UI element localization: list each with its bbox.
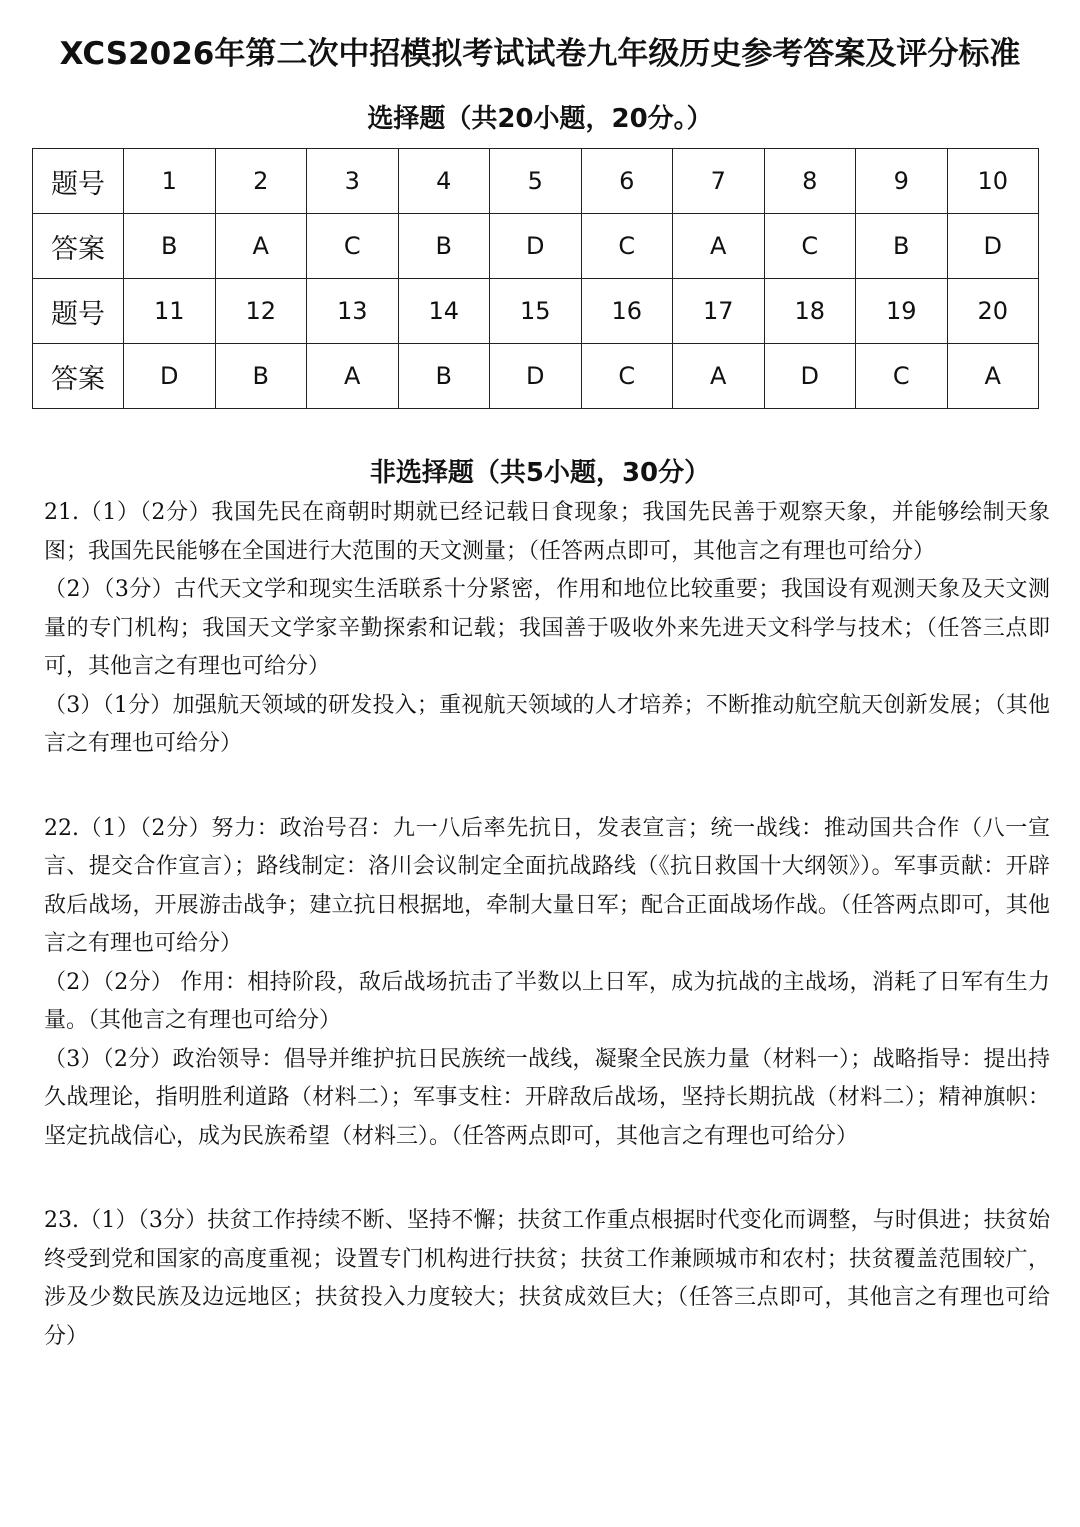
table-cell: D — [124, 344, 216, 409]
table-cell: 13 — [307, 279, 399, 344]
table-cell: A — [947, 344, 1039, 409]
table-cell: 16 — [581, 279, 673, 344]
q21-part2: （2）（3分）古代天文学和现实生活联系十分紧密，作用和地位比较重要；我国设有观测天象及天文测量的专门机构；我国天文学家辛勤探索和记载；我国善于吸收外来先进天文科学与技术；（任答三点即可，其他言之有理也可给分） — [44, 577, 1050, 679]
table-row — [33, 214, 1039, 279]
spacer — [44, 764, 1050, 810]
table-cell: 5 — [490, 149, 582, 214]
table-cell: 10 — [947, 149, 1039, 214]
table-cell: C — [581, 214, 673, 279]
q23-part1: 23.（1）（3分）扶贫工作持续不断、坚持不懈；扶贫工作重点根据时代变化而调整，与时俱进；扶贫始终受到党和国家的高度重视；设置专门机构进行扶贫；扶贫工作兼顾城市和农村；扶贫覆盖范围较广，涉及少数民族及边远地区；扶贫投入力度较大；扶贫成效巨大；（任答三点即可，其他言之有理也可给分） — [44, 1208, 1050, 1349]
q22-part3: （3）（2分）政治领导：倡导并维护抗日民族统一战线，凝聚全民族力量（材料一）；战略指导：提出持久战理论，指明胜利道路（材料二）；军事支柱：开辟敌后战场，坚持长期抗战（材料二）；精神旗帜：坚定抗战信心，成为民族希望（材料三）。（任答两点即可，其他言之有理也可给分） — [44, 1046, 1050, 1149]
table-cell: 1 — [124, 149, 216, 214]
multiple-choice-heading: 选择题（共20小题，20分。） — [367, 104, 713, 134]
table-cell: 9 — [856, 149, 948, 214]
table-cell: A — [215, 214, 307, 279]
spacer — [44, 1156, 1050, 1202]
non-choice-heading: 非选择题（共5小题，30分） — [369, 458, 711, 488]
table-cell: 4 — [398, 149, 490, 214]
table-cell: C — [764, 214, 856, 279]
table-cell: 15 — [490, 279, 582, 344]
q21-part1: 21.（1）（2分）我国先民在商朝时期就已经记载日食现象；我国先民善于观察天象，并能够绘制天象图；我国先民能够在全国进行大范围的天文测量；（任答两点即可，其他言之有理也可给分） — [44, 500, 1050, 564]
table-cell: 12 — [215, 279, 307, 344]
table-cell: 19 — [856, 279, 948, 344]
table-cell: C — [856, 344, 948, 409]
table-cell: D — [490, 214, 582, 279]
row-label: 答案 — [33, 344, 124, 409]
table-cell: B — [856, 214, 948, 279]
table-cell: A — [673, 214, 765, 279]
table-cell: 7 — [673, 149, 765, 214]
table-cell: B — [398, 214, 490, 279]
table-cell: D — [764, 344, 856, 409]
table-cell: 14 — [398, 279, 490, 344]
table-cell: D — [947, 214, 1039, 279]
table-cell: 6 — [581, 149, 673, 214]
table-cell: 8 — [764, 149, 856, 214]
row-label: 题号 — [33, 279, 124, 344]
page-title: XCS2026年第二次中招模拟考试试卷九年级历史参考答案及评分标准 — [59, 36, 1021, 72]
table-cell: C — [307, 214, 399, 279]
row-label: 题号 — [33, 149, 124, 214]
table-cell: C — [581, 344, 673, 409]
table-cell: B — [398, 344, 490, 409]
table-cell: 2 — [215, 149, 307, 214]
table-cell: B — [215, 344, 307, 409]
table-row — [33, 149, 1039, 214]
table-cell: A — [307, 344, 399, 409]
q21-part3: （3）（1分）加强航天领域的研发投入；重视航天领域的人才培养；不断推动航空航天创新发展；（其他言之有理也可给分） — [44, 692, 1050, 756]
table-row — [33, 279, 1039, 344]
answer-text — [44, 494, 1050, 1356]
table-row — [33, 344, 1039, 409]
table-cell: 20 — [947, 279, 1039, 344]
table-cell: 11 — [124, 279, 216, 344]
answer-table — [32, 148, 1039, 409]
table-cell: B — [124, 214, 216, 279]
table-cell: 3 — [307, 149, 399, 214]
table-cell: 17 — [673, 279, 765, 344]
table-cell: D — [490, 344, 582, 409]
q22-part1: 22.（1）（2分）努力：政治号召：九一八后率先抗日，发表宣言；统一战线：推动国共合作（八一宣言、提交合作宣言）；路线制定：洛川会议制定全面抗战路线（《抗日救国十大纲领》）。军事贡献：开辟敌后战场，开展游击战争；建立抗日根据地，牵制大量日军；配合正面战场作战。（任答两点即可，其他言之有理也可给分） — [44, 815, 1050, 956]
table-cell: 18 — [764, 279, 856, 344]
table-cell: A — [673, 344, 765, 409]
q22-part2: （2）（2分） 作用：相持阶段，敌后战场抗击了半数以上日军，成为抗战的主战场，消耗了日军有生力量。（其他言之有理也可给分） — [44, 969, 1050, 1033]
row-label: 答案 — [33, 214, 124, 279]
